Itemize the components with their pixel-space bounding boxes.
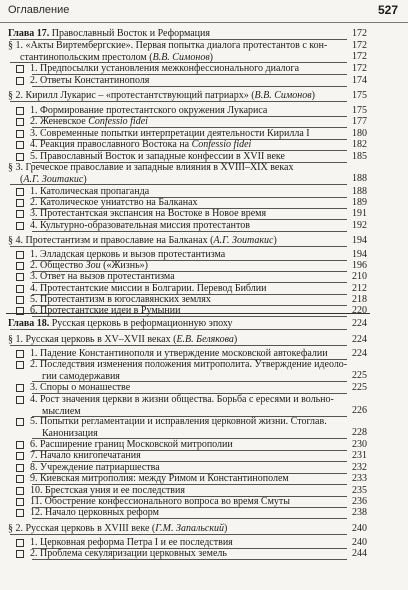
entry-underline (32, 316, 347, 317)
toc-page-number: 236 (352, 496, 367, 507)
toc-page-number: 226 (352, 405, 367, 416)
checkbox-icon (16, 262, 24, 270)
toc-page-number: 238 (352, 507, 367, 518)
toc-page-number: 244 (352, 548, 367, 559)
toc-entry-text: § 3. Греческое православие и западные влияния в XVIII–XIX веках (8, 162, 294, 173)
toc-section (8, 162, 293, 186)
toc-section (8, 40, 327, 64)
toc-page-number: 196 (352, 260, 367, 271)
running-head: Оглавление (8, 4, 70, 16)
entry-underline (10, 246, 347, 247)
checkbox-icon (16, 296, 24, 304)
toc-entry-text: (А.Г. Зоитакис) (20, 174, 87, 185)
checkbox-icon (16, 361, 24, 369)
toc-entry-text: 1. Элладская церковь и вызов протестантизма (30, 249, 226, 260)
toc-page-number: 240 (352, 523, 367, 534)
toc-entry-text: 2. Последствия изменения положения митрополита. Утверждение идеоло- (30, 359, 348, 370)
checkbox-icon (16, 118, 24, 126)
toc-entry-text: 2. Женевское Confessio fidei (30, 116, 148, 127)
toc-entry-text: 5. Православный Восток и западные конфессии в XVII веке (30, 151, 285, 162)
toc-entry-text: мыслием (42, 406, 81, 417)
toc-entry-text: 6. Протестантские идеи в Румынии (30, 305, 181, 316)
entry-underline (10, 534, 347, 535)
toc-page-number: 235 (352, 485, 367, 496)
toc-page-number: 224 (352, 318, 367, 329)
checkbox-icon (16, 153, 24, 161)
checkbox-icon (16, 273, 24, 281)
toc-entry-text: § 4. Протестантизм и православие на Балканах (А.Г. Зоитакис) (8, 235, 277, 246)
toc-page-number: 232 (352, 462, 367, 473)
toc-entry-text: 7. Начало книгопечатания (30, 450, 141, 461)
entry-underline (32, 518, 347, 519)
toc-entry-text: 2. Ответы Константинополя (30, 75, 150, 86)
checkbox-icon (16, 539, 24, 547)
toc-entry-text: 11. Обострение конфессионального вопроса во время Смуты (30, 496, 291, 507)
toc-page-number: 224 (352, 334, 367, 345)
toc-entry-text: Канонизация (42, 428, 98, 439)
toc-entry-text: стантинопольским престолом (В.В. Симонов) (20, 52, 214, 63)
entry-underline (32, 86, 347, 87)
toc-entry-text: 2. Проблема секуляризации церковных земель (30, 548, 227, 559)
checkbox-icon (16, 188, 24, 196)
checkbox-icon (16, 285, 24, 293)
toc-page-number: 220 (352, 305, 367, 316)
toc-entry-text: 4. Культурно-образовательная миссия протестантов (30, 220, 250, 231)
toc-entry-text: 12. Начало церковных реформ (30, 507, 159, 518)
toc-page-number: 225 (352, 382, 367, 393)
toc-page-number: 189 (352, 197, 367, 208)
checkbox-icon (16, 222, 24, 230)
toc-entry-text: 10. Брестская уния и ее последствия (30, 485, 185, 496)
toc-page-number: 228 (352, 427, 367, 438)
entry-underline (32, 231, 347, 232)
toc-page-number: 188 (352, 186, 367, 197)
toc-entry-text: 3. Ответ на вызов протестантизма (30, 271, 175, 282)
entry-underline (10, 329, 347, 330)
toc-page-number: 225 (352, 370, 367, 381)
checkbox-icon (16, 210, 24, 218)
toc-entry-text: 8. Учреждение патриаршества (30, 462, 160, 473)
checkbox-icon (16, 107, 24, 115)
toc-page-number: 192 (352, 220, 367, 231)
toc-page-number: 212 (352, 283, 367, 294)
toc-entry-text: 6. Расширение границ Московской митрополии (30, 439, 233, 450)
toc-page-number: 218 (352, 294, 367, 305)
toc-page-number: 194 (352, 249, 367, 260)
checkbox-icon (16, 464, 24, 472)
toc-entry-text: § 1. «Акты Виртембергские». Первая попытка диалога протестантов с кон- (8, 40, 328, 51)
toc-entry-text: 3. Протестантская экспансия на Востоке в Новое время (30, 208, 267, 219)
checkbox-icon (16, 396, 24, 404)
toc-entry-text: гии самодержавия (42, 371, 120, 382)
toc-page-number: 175 (352, 90, 367, 101)
checkbox-icon (16, 141, 24, 149)
chapter-divider (6, 313, 370, 314)
checkbox-icon (16, 509, 24, 517)
checkbox-icon (16, 384, 24, 392)
toc-page-number: 175 (352, 105, 367, 116)
toc-page-number: 230 (352, 439, 367, 450)
checkbox-icon (16, 475, 24, 483)
toc-page-number: 194 (352, 235, 367, 246)
toc-page-number: 174 (352, 75, 367, 86)
checkbox-icon (16, 77, 24, 85)
entry-underline (32, 559, 347, 560)
toc-page-number: 177 (352, 116, 367, 127)
toc-entry-text: § 2. Русская церковь в XVIII веке (Г.М. Запальский) (8, 523, 228, 534)
toc-page-number: 233 (352, 473, 367, 484)
toc-page-number: 240 (352, 537, 367, 548)
toc-page-number: 182 (352, 139, 367, 150)
checkbox-icon (16, 452, 24, 460)
toc-item (30, 416, 327, 440)
checkbox-icon (16, 65, 24, 73)
toc-entry-text: 3. Современные попытки интерпретации деятельности Кирилла I (30, 128, 310, 139)
checkbox-icon (16, 441, 24, 449)
toc-page-number: 210 (352, 271, 367, 282)
toc-entry-text: Глава 18. Русская церковь в реформационную эпоху (8, 318, 233, 329)
toc-entry-text: 2. Общество Зои («Жизнь») (30, 260, 148, 271)
entry-underline (10, 345, 347, 346)
checkbox-icon (16, 199, 24, 207)
toc-page-number: 172 (352, 40, 367, 51)
toc-item (30, 394, 334, 418)
toc-entry-text: 9. Киевская митрополия: между Римом и Константинополем (30, 473, 289, 484)
toc-entry-text: § 1. Русская церковь в XV–XVII веках (Е.В. Белякова) (8, 334, 238, 345)
toc-entry-text: 4. Реакция православного Востока на Confessio fidei (30, 139, 252, 150)
toc-entry-text: 1. Предпосылки установления межконфессионального диалога (30, 63, 300, 74)
checkbox-icon (16, 350, 24, 358)
checkbox-icon (16, 487, 24, 495)
toc-page-number: 172 (352, 51, 367, 62)
toc-page-number: 188 (352, 173, 367, 184)
toc-entry-text: 1. Церковная реформа Петра I и ее последствия (30, 537, 233, 548)
checkbox-icon (16, 550, 24, 558)
checkbox-icon (16, 251, 24, 259)
toc-page-number: 185 (352, 151, 367, 162)
toc-entry-text: 3. Споры о монашестве (30, 382, 131, 393)
toc-item (30, 359, 347, 383)
toc-entry-text: § 2. Кирилл Лукарис – «протестантствующий патриарх» (В.В. Симонов) (8, 90, 315, 101)
toc-entry-text: 5. Попытки регламентации и исправления церковной жизни. Стоглав. (30, 416, 327, 427)
toc-entry-text: 1. Падение Константинополя и утверждение московской автокефалии (30, 348, 328, 359)
toc-entry-text: 1. Католическая пропаганда (30, 186, 150, 197)
checkbox-icon (16, 130, 24, 138)
toc-page-number: 172 (352, 28, 367, 39)
toc-entry-text: Глава 17. Православный Восток и Реформация (8, 28, 210, 39)
toc-page-number: 231 (352, 450, 367, 461)
toc-entry-text: 4. Рост значения церкви в жизни общества. Борьба с ересями и вольно- (30, 394, 334, 405)
toc-entry-text: 4. Протестантские миссии в Болгарии. Перевод Библии (30, 283, 267, 294)
toc-page-number: 172 (352, 63, 367, 74)
toc-page-number: 224 (352, 348, 367, 359)
toc-entry-text: 1. Формирование протестантского окружения Лукариса (30, 105, 268, 116)
checkbox-icon (16, 418, 24, 426)
toc-page-number: 180 (352, 128, 367, 139)
toc-entry-text: 5. Протестантизм в югославянских землях (30, 294, 211, 305)
checkbox-icon (16, 498, 24, 506)
page-number: 527 (377, 3, 398, 17)
toc-entry-text: 2. Католическое униатство на Балканах (30, 197, 198, 208)
toc-page-number: 191 (352, 208, 367, 219)
entry-underline (10, 184, 347, 185)
entry-underline (10, 101, 347, 102)
